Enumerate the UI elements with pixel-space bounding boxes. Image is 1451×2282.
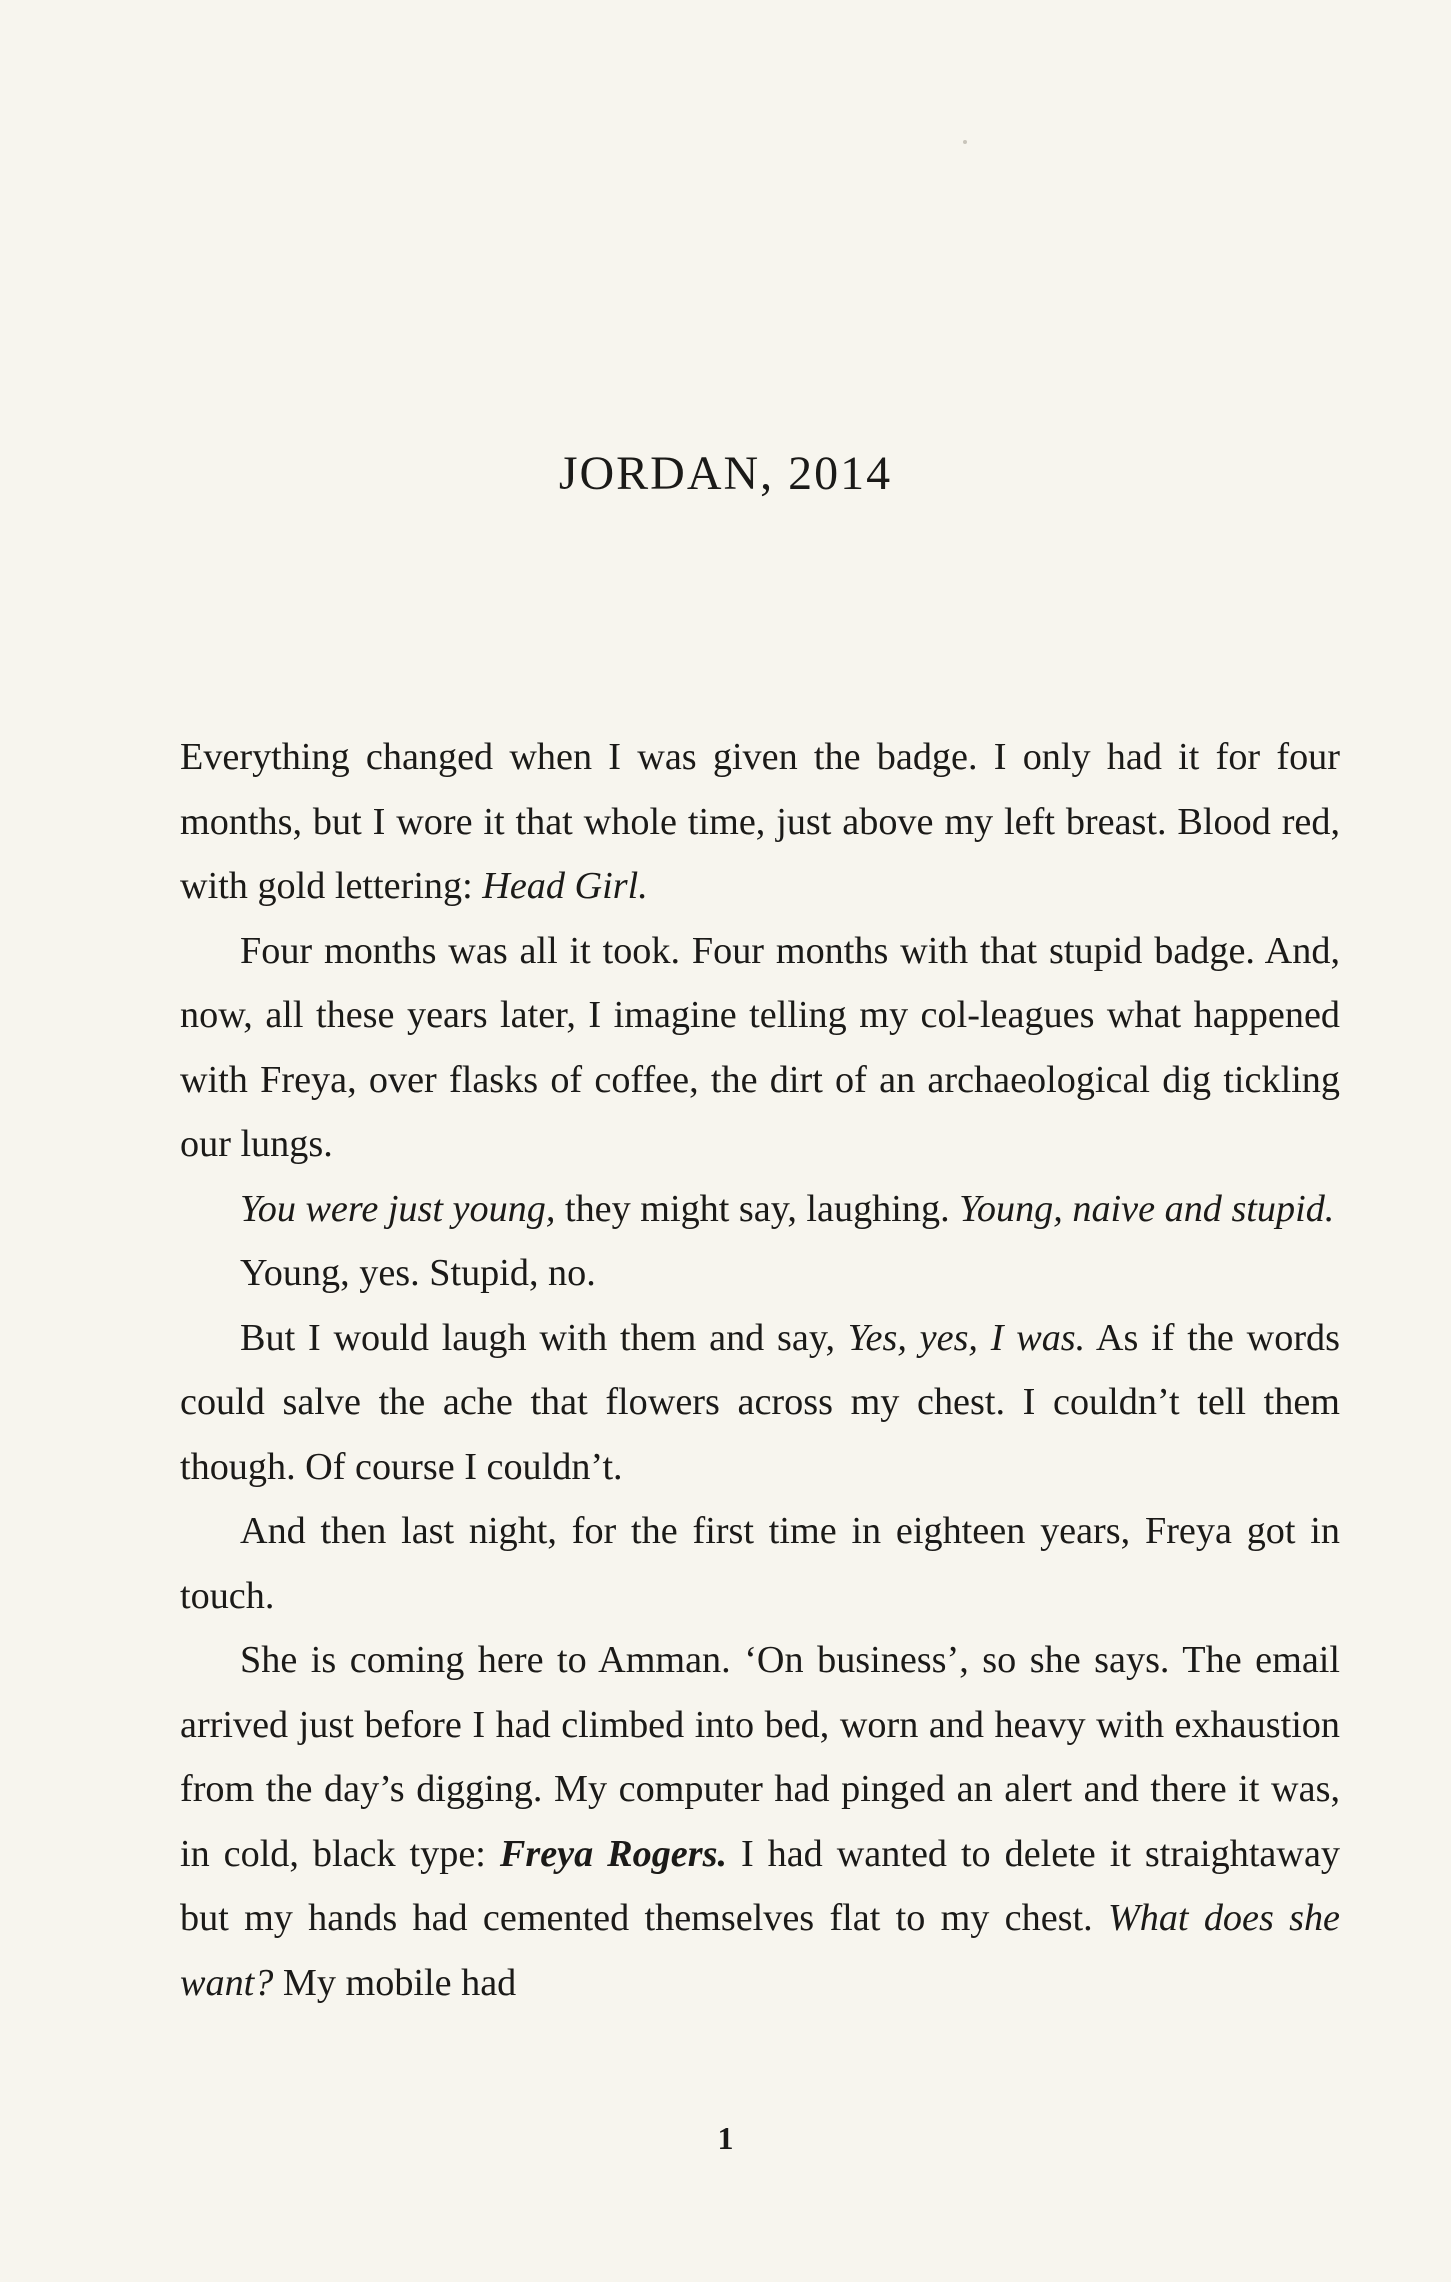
emphasis-run: Head Girl. <box>482 865 648 907</box>
emphasis-run: Young, naive and stupid. <box>959 1187 1335 1230</box>
paragraph <box>180 1177 1340 1242</box>
body-text <box>180 725 1340 2015</box>
text-run: Young, yes. Stupid, no. <box>240 1252 596 1294</box>
text-run: My mobile had <box>273 1961 517 2004</box>
paragraph <box>180 1241 1340 1306</box>
emphasis-run: Yes, yes, I was. <box>847 1316 1086 1359</box>
text-run: As if the words could salve the ache that flowers across my chest. I couldn’t tell them though. Of course I couldn’t. <box>180 1316 1341 1488</box>
chapter-title: JORDAN, 2014 <box>558 447 893 500</box>
text-run: But I would laugh with them and say, <box>240 1316 848 1359</box>
emphasis-run: What does she want? <box>180 1897 1340 2004</box>
paragraph <box>180 1499 1340 1628</box>
emphasis-run: You were just young, <box>240 1187 556 1230</box>
paragraph <box>180 1306 1340 1500</box>
paper-speck <box>963 140 967 144</box>
emphasis-run: Freya Rogers. <box>499 1832 728 1875</box>
text-run: I had wanted to delete it straightaway but my hands had cemented themselves flat to my chest. <box>180 1832 1340 1939</box>
paragraph <box>180 1628 1340 2015</box>
page-number: 1 <box>717 2120 734 2156</box>
text-run: She is coming here to Amman. ‘On business’, so she says. The email arrived just before I had climbed into bed, worn and heavy with exhaustion from the day’s digging. My computer had pinged an alert and there it was, in cold, black type: <box>180 1639 1340 1875</box>
text-run: Four months was all it took. Four months with that stupid badge. And, now, all these years later, I imagine telling my col-leagues what happened with Freya, over flasks of coffee, the dirt of an archaeological dig tickling our lungs. <box>180 929 1340 1165</box>
paragraph <box>180 725 1340 919</box>
text-run: And then last night, for the first time in eighteen years, Freya got in touch. <box>180 1510 1340 1617</box>
paragraph <box>180 919 1340 1177</box>
text-run: they might say, laughing. <box>555 1187 960 1230</box>
text-run: Everything changed when I was given the badge. I only had it for four months, but I wore it that whole time, just above my left breast. Blood red, with gold lettering: <box>180 736 1340 907</box>
